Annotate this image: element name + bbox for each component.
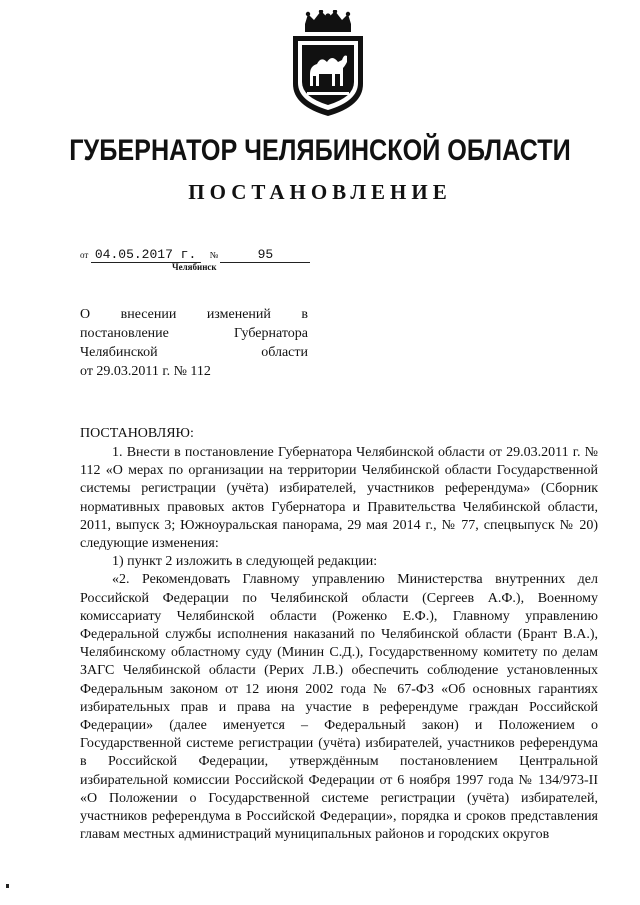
resolve-heading: ПОСТАНОВЛЯЮ: <box>80 426 194 441</box>
governor-title: ГУБЕРНАТОР ЧЕЛЯБИНСКОЙ ОБЛАСТИ <box>69 134 571 167</box>
document-body <box>80 444 598 844</box>
document-date: 04.05.2017 г. <box>91 248 201 263</box>
document-type: ПОСТАНОВЛЕНИЕ <box>188 180 452 204</box>
date-number-line <box>80 248 310 263</box>
subject-line: Челябинской области <box>80 345 308 360</box>
date-prefix: от <box>80 250 89 260</box>
subject-line: от 29.03.2011 г. № 112 <box>80 364 211 379</box>
body-paragraph: 1. Внести в постановление Губернатора Челябинской области от 29.03.2011 г. № 112 «О мерах по организации на территории Челябинской области Государственной системы регистрации (учёта) избирателей, участников референдума» (Сборник нормативных правовых актов Губернатора и Правительства Челябинской области, 2011, выпуск 3; Южноуральская панорама, 29 мая 2014 г., № 77, спецвыпуск № 20) следующие изменения: <box>80 445 598 552</box>
coat-of-arms-icon <box>283 10 373 118</box>
number-prefix: № <box>209 250 219 260</box>
subject-line: О внесении изменений в <box>80 307 308 322</box>
body-paragraph: 1) пункт 2 изложить в следующей редакции: <box>112 554 378 570</box>
subject-line: постановление Губернатора <box>80 326 308 341</box>
document-number: 95 <box>220 248 310 263</box>
body-paragraph: «2. Рекомендовать Главному управлению Министерства внутренних дел Российской Федерации по Челябинской области (Сергеев А.Ф.), Военному комиссариату Челябинской области (Роженко Е.Ф.), Главному управлению Федеральной службы исполнения наказаний по Челябинской области (Брант В.А.), Челябинскому областному суду (Минин С.Д.), Государственному комитету по делам ЗАГС Челябинской области (Рерих Л.В.) обеспечить соблюдение установленных Федеральным законом от 12 июня 2002 года № 67-ФЗ «Об основных гарантиях избирательных прав и права на участие в референдуме граждан Российской Федерации» (далее именуется – Федеральный закон) и Положением о Государственной системе регистрации (учёта) избирателей, участников референдума в Российской Федерации, утверждённым постановлением Центральной избирательной комиссии Российской Федерации от 6 ноября 1997 года № 134/973-II «О Положении о Государственной системе регистрации (учёта) избирателей, участников референдума в Российской Федерации», порядка и сроков представления главам местных администраций муниципальных районов и городских округов <box>80 572 598 843</box>
scan-mark <box>6 884 9 888</box>
document-subject <box>80 305 308 381</box>
city-name: Челябинск <box>172 262 217 272</box>
